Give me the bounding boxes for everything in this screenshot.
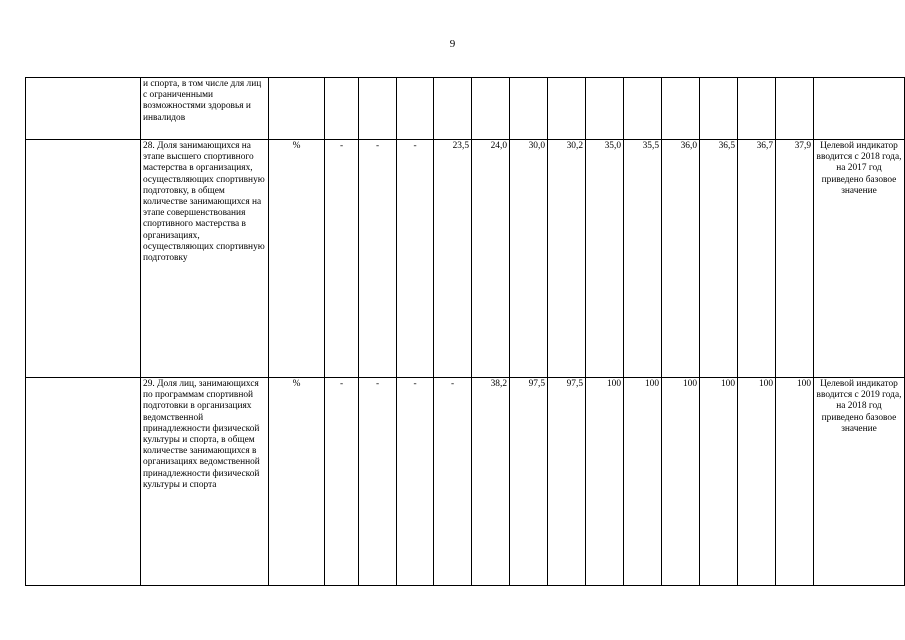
value-cell: 36,0: [662, 140, 700, 378]
value-cell: 35,5: [624, 140, 662, 378]
value-cell: -: [397, 378, 434, 586]
value-cell: 97,5: [510, 378, 548, 586]
value-cell: 36,7: [738, 140, 776, 378]
value-cell: [397, 78, 434, 140]
value-cell: [548, 78, 586, 140]
blank-cell: [26, 78, 141, 140]
value-cell: -: [359, 378, 397, 586]
value-cell: [510, 78, 548, 140]
value-cell: [662, 78, 700, 140]
value-cell: 97,5: [548, 378, 586, 586]
value-cell: -: [325, 378, 359, 586]
value-cell: [624, 78, 662, 140]
value-cell: -: [434, 378, 472, 586]
value-cell: 100: [662, 378, 700, 586]
value-cell: [738, 78, 776, 140]
value-cell: 100: [738, 378, 776, 586]
unit-cell: %: [269, 378, 325, 586]
value-cell: [776, 78, 814, 140]
value-cell: 30,0: [510, 140, 548, 378]
value-cell: -: [359, 140, 397, 378]
blank-cell: [26, 140, 141, 378]
value-cell: 100: [586, 378, 624, 586]
table-row: [26, 378, 905, 586]
page-number: 9: [449, 38, 456, 50]
value-cell: 38,2: [472, 378, 510, 586]
value-cell: [325, 78, 359, 140]
blank-cell: [26, 378, 141, 586]
indicator-name: 29. Доля лиц, занимающихся по программам спортивной подготовки в организациях ведомственной принадлежности физической культуры и спорта, в общем количестве занимающихся в организациях ведомственной принадлежности физической культуры и спорта: [141, 378, 269, 586]
value-cell: 36,5: [700, 140, 738, 378]
value-cell: 24,0: [472, 140, 510, 378]
value-cell: [700, 78, 738, 140]
value-cell: [586, 78, 624, 140]
value-cell: 37,9: [776, 140, 814, 378]
value-cell: 100: [700, 378, 738, 586]
note-cell: Целевой индикатор вводится с 2018 года, на 2017 год приведено базовое значение: [814, 140, 905, 378]
table-row: [26, 78, 905, 140]
value-cell: -: [397, 140, 434, 378]
note-cell: Целевой индикатор вводится с 2019 года, на 2018 год приведено базовое значение: [814, 378, 905, 586]
value-cell: 35,0: [586, 140, 624, 378]
note-cell: [814, 78, 905, 140]
unit-cell: [269, 78, 325, 140]
unit-cell: %: [269, 140, 325, 378]
value-cell: 23,5: [434, 140, 472, 378]
value-cell: [472, 78, 510, 140]
indicator-name: 28. Доля занимающихся на этапе высшего спортивного мастерства в организациях, осуществляющих спортивную подготовку, в общем количестве занимающихся на этапе совершенствования спортивного мастерства в организациях, осуществляющих спортивную подготовку: [141, 140, 269, 378]
indicator-name: и спорта, в том числе для лиц с ограниченными возможностями здоровья и инвалидов: [141, 78, 269, 140]
value-cell: [434, 78, 472, 140]
value-cell: -: [325, 140, 359, 378]
value-cell: 100: [776, 378, 814, 586]
value-cell: 30,2: [548, 140, 586, 378]
table-row: [26, 140, 905, 378]
value-cell: [359, 78, 397, 140]
value-cell: 100: [624, 378, 662, 586]
indicators-table: [25, 77, 905, 586]
